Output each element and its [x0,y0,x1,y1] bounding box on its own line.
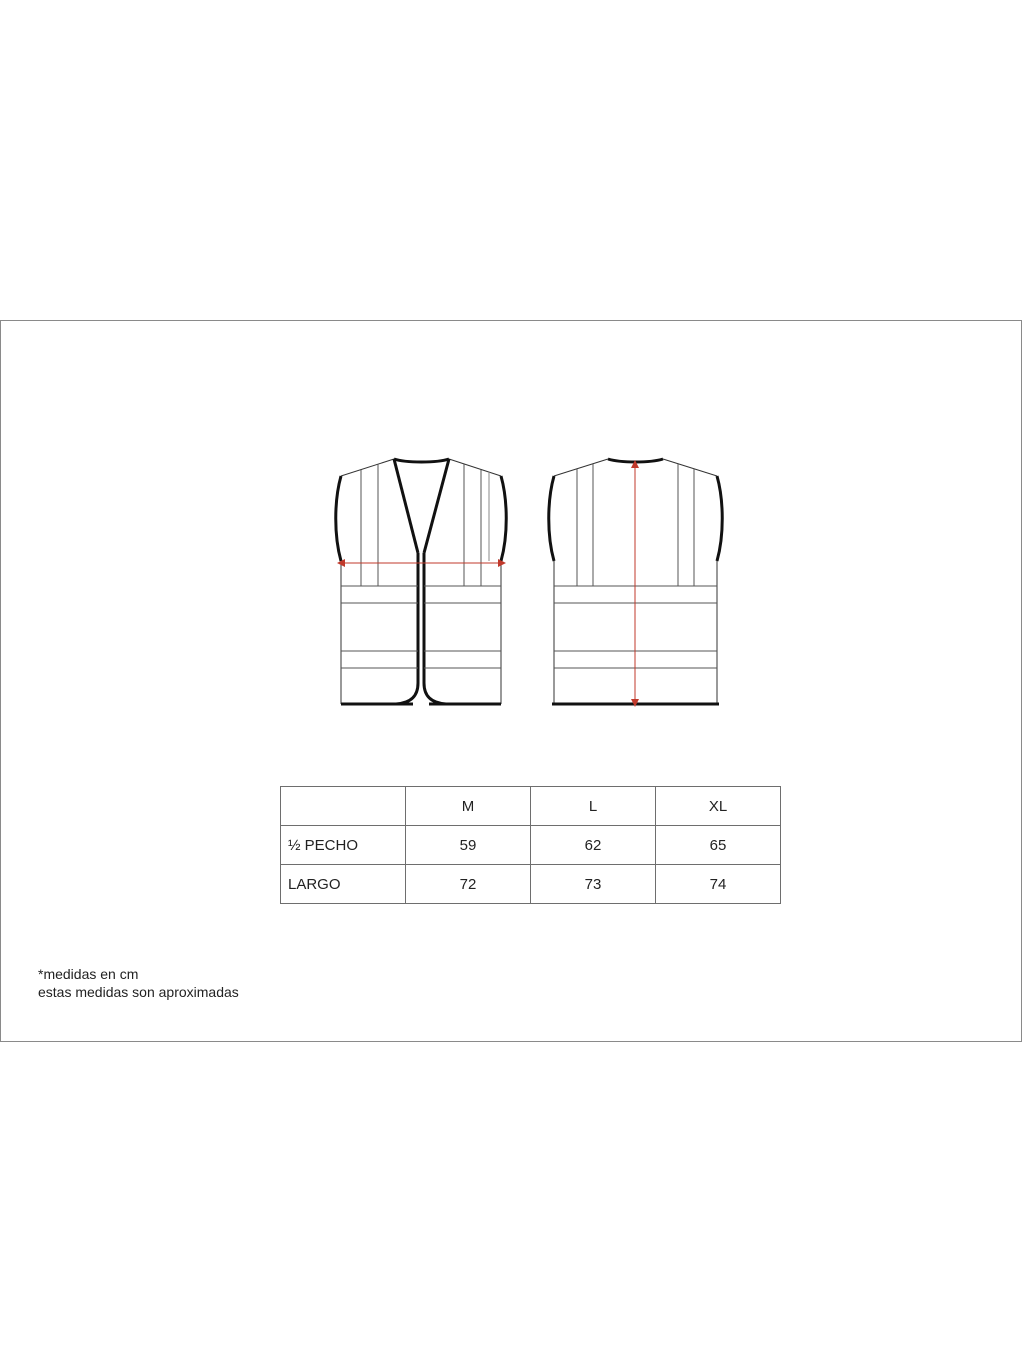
header-cell-empty [281,787,406,826]
cell-half-chest-xl: 65 [656,826,781,865]
row-label-length: LARGO [281,865,406,904]
note-units: *medidas en cm [38,966,139,982]
cell-half-chest-l: 62 [531,826,656,865]
header-cell-l: L [531,787,656,826]
cell-half-chest-m: 59 [406,826,531,865]
cell-length-m: 72 [406,865,531,904]
measurement-notes [38,965,239,1001]
header-cell-m: M [406,787,531,826]
row-label-half-chest: ½ PECHO [281,826,406,865]
header-cell-xl: XL [656,787,781,826]
note-approximate: estas medidas son aproximadas [38,984,239,1000]
cell-length-l: 73 [531,865,656,904]
vest-diagram [1,321,1023,781]
table-header-row [281,787,781,826]
table-row-half-chest [281,826,781,865]
size-table [280,786,781,904]
vest-front-icon [336,459,507,704]
size-guide-sheet [0,320,1022,1042]
table-row-length [281,865,781,904]
cell-length-xl: 74 [656,865,781,904]
